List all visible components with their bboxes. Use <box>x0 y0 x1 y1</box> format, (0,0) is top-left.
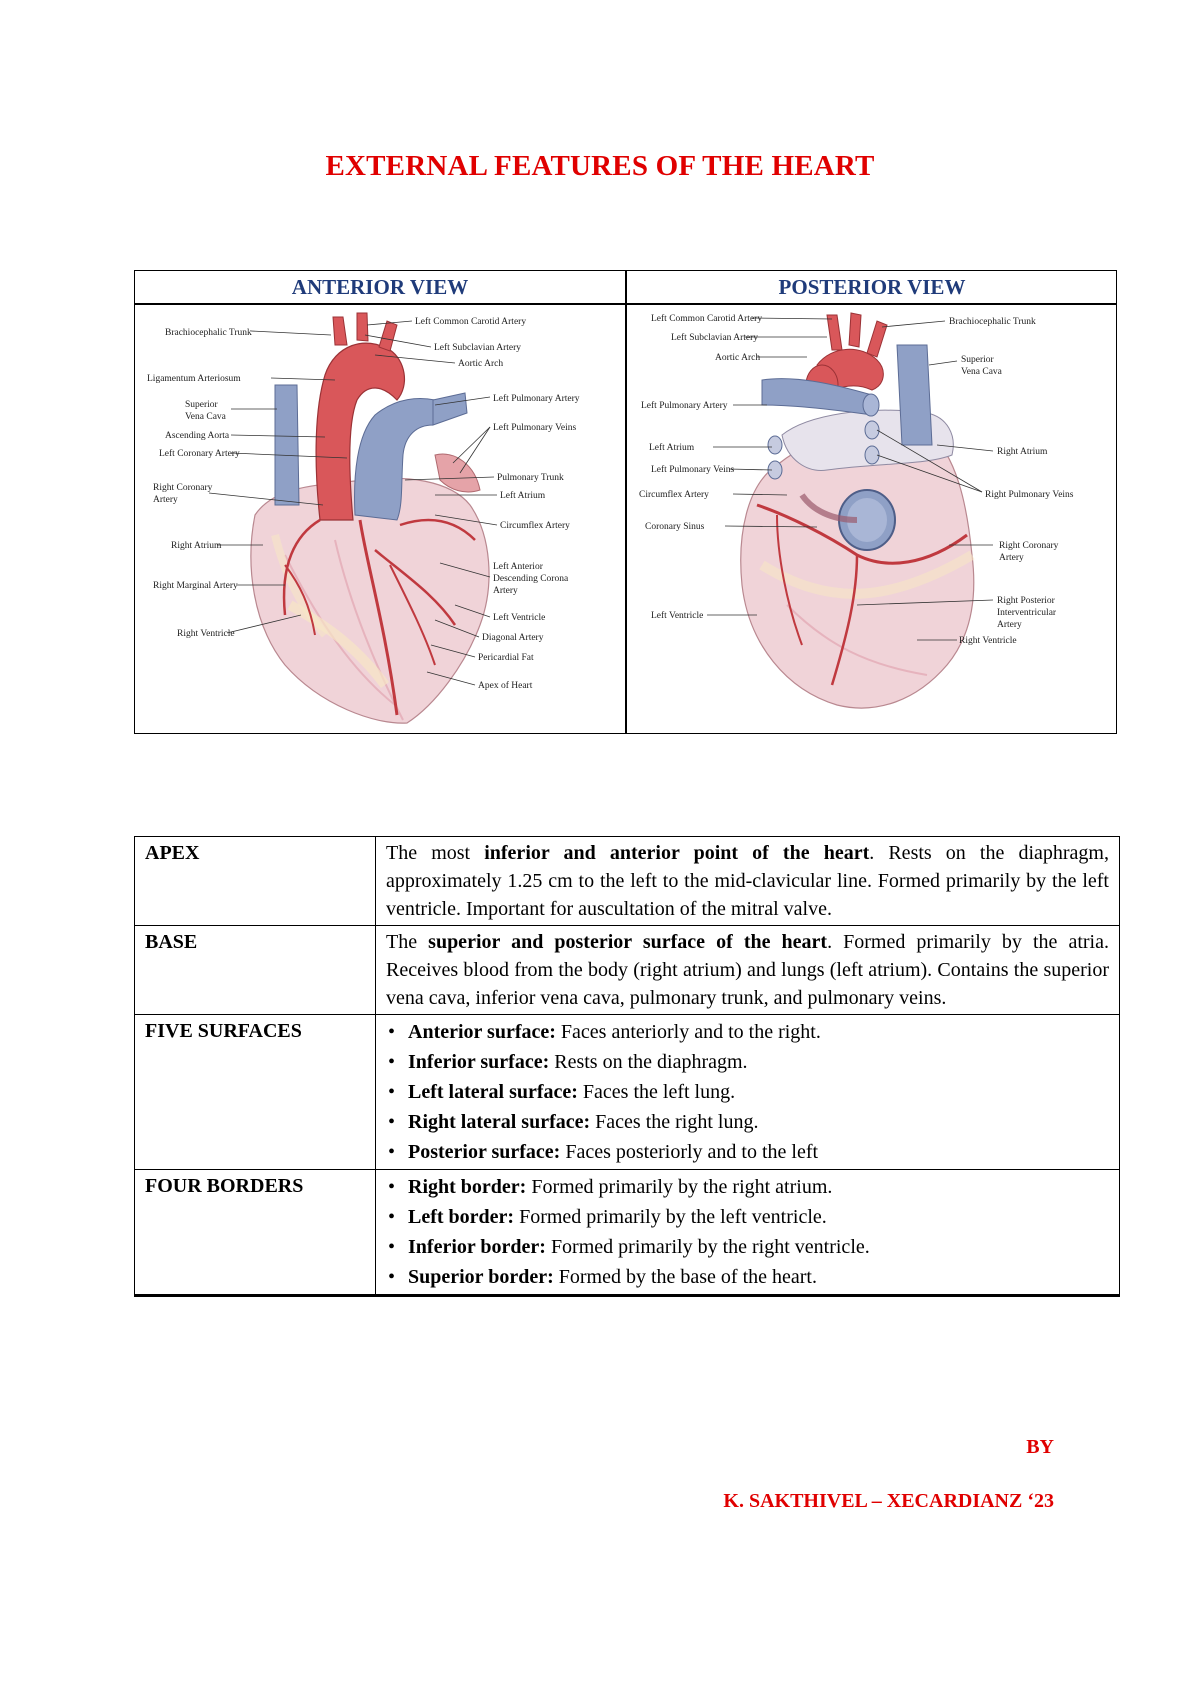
label-left-ventricle: Left Ventricle <box>493 613 546 623</box>
text-run: . Formed primarily by the atria. Receives blood from the body (right atrium) and lungs (left atrium). Contains the superior vena cava, inferior vena cava, pulmonary trunk, and pulmonary veins. <box>386 931 1109 1009</box>
bold-run: Inferior border: <box>408 1236 546 1258</box>
borders-list <box>386 1172 1109 1292</box>
bold-run: Right border: <box>408 1176 527 1198</box>
list-item <box>408 1047 1109 1077</box>
label-left-subclavian: Left Subclavian Artery <box>434 343 522 353</box>
list-item <box>408 1107 1109 1137</box>
label-lad-3: Artery <box>493 586 518 596</box>
label-svc-1: Superior <box>185 400 218 410</box>
bold-run: Superior border: <box>408 1266 554 1288</box>
text-run: Formed primarily by the left ventricle. <box>514 1206 827 1228</box>
label-left-common-carotid: Left Common Carotid Artery <box>415 317 527 327</box>
list-item <box>408 1017 1109 1047</box>
label-post-svc-1: Superior <box>961 355 994 365</box>
bold-run: Inferior surface: <box>408 1051 550 1073</box>
bold-run: Left border: <box>408 1206 515 1228</box>
text-run: . Rests on the diaphragm, approximately 1.25 cm to the left to the mid-clavicular line. Formed primarily by the left ventricle. Important for auscultation of the mitral valve. <box>386 842 1109 920</box>
label-post-circumflex: Circumflex Artery <box>639 490 709 500</box>
label-post-brachiocephalic: Brachiocephalic Trunk <box>949 317 1036 327</box>
label-left-pulmonary-veins: Left Pulmonary Veins <box>493 423 577 433</box>
label-post-svc-2: Vena Cava <box>961 367 1002 377</box>
label-post-coronary-sinus: Coronary Sinus <box>645 522 705 532</box>
label-post-rca-1: Right Coronary <box>999 541 1059 551</box>
table-row-surfaces <box>135 1015 1120 1170</box>
posterior-heart-illustration <box>627 305 1115 731</box>
posterior-view-heading: POSTERIOR VIEW <box>778 275 966 299</box>
label-right-marginal-artery: Right Marginal Artery <box>153 581 238 591</box>
label-svc-2: Vena Cava <box>185 412 226 422</box>
label-post-left-pulmonary-veins: Left Pulmonary Veins <box>651 465 735 475</box>
bold-run: inferior and anterior point of the heart <box>484 842 870 864</box>
label-left-coronary-artery: Left Coronary Artery <box>159 449 240 459</box>
list-item <box>408 1077 1109 1107</box>
label-brachiocephalic-trunk: Brachiocephalic Trunk <box>165 328 252 338</box>
label-apex-of-heart: Apex of Heart <box>478 681 533 691</box>
heart-figure-table <box>134 270 1117 734</box>
label-post-left-pulmonary-artery: Left Pulmonary Artery <box>641 401 728 411</box>
text-run: Faces the left lung. <box>577 1081 736 1103</box>
label-right-ventricle: Right Ventricle <box>177 629 235 639</box>
byline-label: BY <box>1026 1436 1054 1458</box>
label-ligamentum-arteriosum: Ligamentum Arteriosum <box>147 374 241 384</box>
label-circumflex-artery: Circumflex Artery <box>500 521 570 531</box>
row-key: FOUR BORDERS <box>135 1170 376 1296</box>
text-run: Formed primarily by the right atrium. <box>526 1176 833 1198</box>
label-left-pulmonary-artery: Left Pulmonary Artery <box>493 394 580 404</box>
text-run: Formed by the base of the heart. <box>553 1266 817 1288</box>
label-rca-2: Artery <box>153 495 178 505</box>
label-post-right-atrium: Right Atrium <box>997 447 1048 457</box>
text-run: Faces anteriorly and to the right. <box>555 1021 821 1043</box>
label-ascending-aorta: Ascending Aorta <box>165 431 230 441</box>
label-rca-1: Right Coronary <box>153 483 213 493</box>
anterior-view-heading: ANTERIOR VIEW <box>291 275 469 299</box>
label-post-right-ventricle: Right Ventricle <box>959 636 1017 646</box>
row-key: FIVE SURFACES <box>135 1015 376 1170</box>
list-item <box>408 1172 1109 1202</box>
row-value <box>376 837 1120 926</box>
text-run: The <box>386 931 429 953</box>
label-post-right-pulmonary-veins: Right Pulmonary Veins <box>985 490 1074 500</box>
table-row-base <box>135 926 1120 1015</box>
row-key: APEX <box>135 837 376 926</box>
label-post-rpi-2: Interventricular <box>997 608 1057 618</box>
label-post-rpi-3: Artery <box>997 620 1022 630</box>
label-post-rca-2: Artery <box>999 553 1024 563</box>
table-row-apex <box>135 837 1120 926</box>
label-lad-1: Left Anterior <box>493 562 543 572</box>
label-post-left-common-carotid: Left Common Carotid Artery <box>651 314 763 324</box>
label-lad-2: Descending Corona <box>493 574 569 584</box>
text-run: Formed primarily by the right ventricle. <box>545 1236 870 1258</box>
label-post-left-ventricle: Left Ventricle <box>651 611 704 621</box>
row-key: BASE <box>135 926 376 1015</box>
label-pericardial-fat: Pericardial Fat <box>478 653 534 663</box>
text-run: Faces the right lung. <box>590 1111 759 1133</box>
author-credit: K. SAKTHIVEL – XECARDIANZ ‘23 <box>723 1490 1054 1512</box>
bold-run: Right lateral surface: <box>408 1111 591 1133</box>
text-run: Faces posteriorly and to the left <box>560 1141 819 1163</box>
label-post-aortic-arch: Aortic Arch <box>715 353 761 363</box>
bold-run: Posterior surface: <box>408 1141 561 1163</box>
bold-run: superior and posterior surface of the heart <box>428 931 828 953</box>
label-pulmonary-trunk: Pulmonary Trunk <box>497 473 564 483</box>
row-value <box>376 1015 1120 1170</box>
list-item <box>408 1262 1109 1292</box>
features-table <box>134 836 1120 1297</box>
label-aortic-arch: Aortic Arch <box>458 359 504 369</box>
text-run: The most <box>386 842 485 864</box>
page-title: EXTERNAL FEATURES OF THE HEART <box>325 150 875 182</box>
label-right-atrium: Right Atrium <box>171 541 222 551</box>
surfaces-list <box>386 1017 1109 1167</box>
table-row-borders <box>135 1170 1120 1296</box>
row-value <box>376 926 1120 1015</box>
text-run: Rests on the diaphragm. <box>549 1051 748 1073</box>
list-item <box>408 1232 1109 1262</box>
row-value <box>376 1170 1120 1296</box>
label-post-rpi-1: Right Posterior <box>997 596 1055 606</box>
label-diagonal-artery: Diagonal Artery <box>482 633 544 643</box>
anterior-heart-illustration <box>135 305 623 731</box>
label-post-left-subclavian: Left Subclavian Artery <box>671 333 759 343</box>
bold-run: Left lateral surface: <box>408 1081 578 1103</box>
list-item <box>408 1202 1109 1232</box>
label-post-left-atrium: Left Atrium <box>649 443 695 453</box>
bold-run: Anterior surface: <box>408 1021 556 1043</box>
list-item <box>408 1137 1109 1167</box>
label-left-atrium: Left Atrium <box>500 491 546 501</box>
